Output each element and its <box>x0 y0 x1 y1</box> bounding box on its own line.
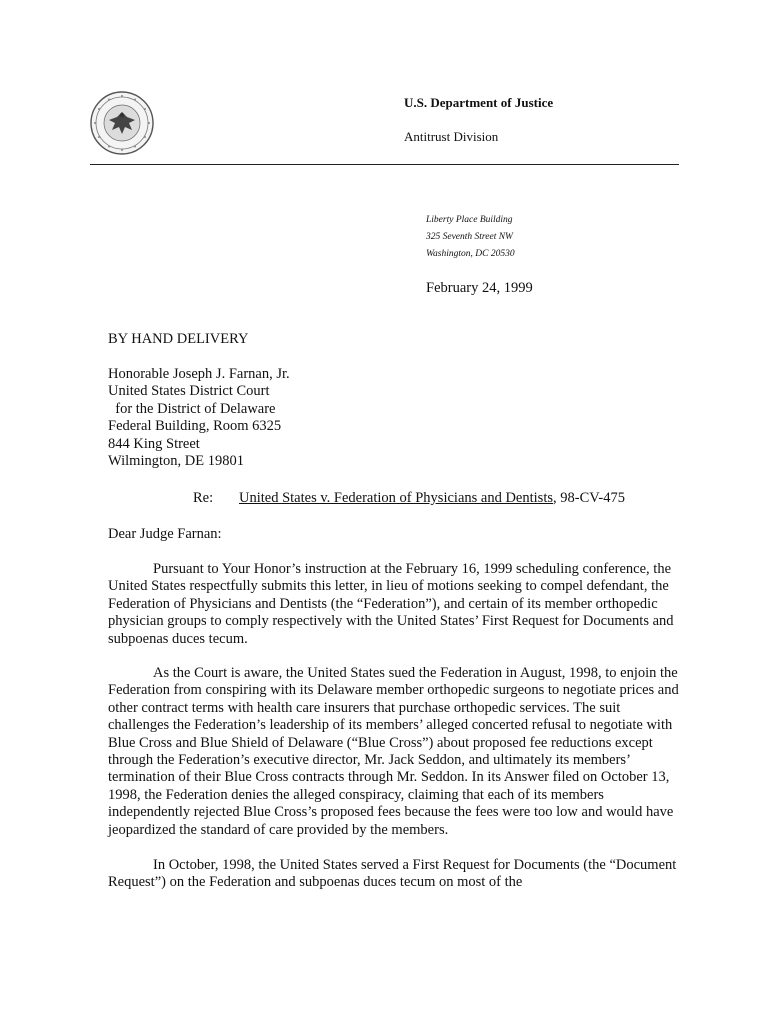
delivery-method: BY HAND DELIVERY <box>108 331 249 347</box>
department-seal-icon <box>89 90 155 156</box>
recipient-line: Honorable Joseph J. Farnan, Jr. <box>108 366 290 382</box>
recipient-address <box>108 366 683 470</box>
case-number: , 98-CV-475 <box>553 490 625 506</box>
recipient-line: Wilmington, DE 19801 <box>108 453 244 470</box>
address-line: Liberty Place Building <box>426 215 513 225</box>
paragraph-text: Pursuant to Your Honor’s instruction at the February 16, 1999 scheduling conference, the United States respectfully submits this letter, in lieu of motions seeking to compel defendant, the Federation of Physicians and Dentists (the “Federation”), and certain of its member orthopedic physician groups to comply respectively with the United States’ First Request for Documents and subpoenas duces tecum. <box>108 561 674 647</box>
letterhead-divider <box>90 164 679 165</box>
body-paragraph <box>108 665 683 839</box>
recipient-line: United States District Court <box>108 383 270 400</box>
salutation: Dear Judge Farnan: <box>108 526 222 542</box>
re-label: Re: <box>193 490 214 506</box>
recipient-line: 844 King Street <box>108 435 200 452</box>
body-paragraph <box>108 561 683 648</box>
recipient-line: Federal Building, Room 6325 <box>108 418 282 435</box>
case-name: United States v. Federation of Physicians and Dentists <box>239 490 553 506</box>
paragraph-text: In October, 1998, the United States served a First Request for Documents (the “Document Request”) on the Federation and subpoenas duces tecum on most of the <box>108 857 677 891</box>
recipient-line: for the District of Delaware <box>108 400 276 417</box>
sender-address <box>426 212 515 263</box>
body-paragraph <box>108 857 683 892</box>
address-line: Washington, DC 20530 <box>426 249 515 259</box>
paragraph-text: As the Court is aware, the United States sued the Federation in August, 1998, to enjoin the Federation from conspiring with its Delaware member orthopedic surgeons to negotiate prices and other contract terms with health care insurers that purchase orthopedic services. The suit challenges the Federation’s leadership of its members’ alleged concerted refusal to negotiate with Blue Cross and Blue Shield of Delaware (“Blue Cross”) about proposed fee reductions except through the Federation’s executive director, Mr. Jack Seddon, and ultimately its members’ termination of their Blue Cross contracts through Mr. Seddon. In its Answer filed on October 13, 1998, the Federation denies the alleged conspiracy, claiming that each of its members independently rejected Blue Cross’s proposed fees because the fees were too low and would have jeopardized the standard of care provided by the members. <box>108 665 679 838</box>
letter-date: February 24, 1999 <box>426 280 533 296</box>
address-line: 325 Seventh Street NW <box>426 232 513 242</box>
division-name: Antitrust Division <box>404 129 499 144</box>
re-line <box>193 490 625 507</box>
department-title: U.S. Department of Justice <box>404 95 554 110</box>
